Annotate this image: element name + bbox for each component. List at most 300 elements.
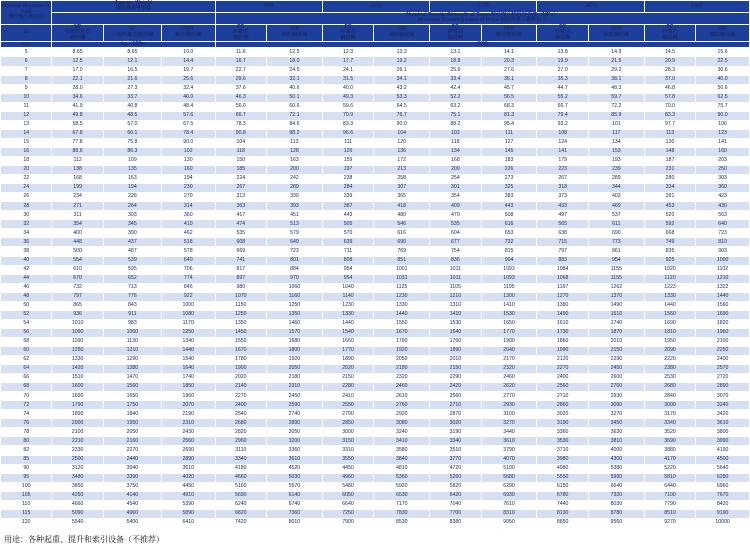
cell-value: 2890 (266, 419, 322, 428)
cell-value: 104 (215, 138, 266, 147)
cell-value: 1850 (161, 383, 215, 392)
cell-value: 5360 (374, 473, 430, 482)
cell-value: 520 (644, 211, 695, 220)
cell-value: 611 (588, 220, 644, 229)
cell-value: 4720 (430, 464, 481, 473)
cell-value: 954 (322, 274, 373, 283)
cell-value: 264 (103, 202, 161, 211)
cell-value: 231 (644, 166, 695, 175)
cell-value: 7250 (322, 509, 373, 518)
cell-value: 199 (52, 184, 103, 193)
cell-value: 90.8 (215, 129, 266, 138)
cell-diameter: 14 (1, 129, 52, 138)
cell-value: 56.5 (481, 93, 537, 102)
cell-value: 12.5 (266, 48, 322, 57)
cell-value: 66.7 (537, 102, 588, 111)
cell-value: 2820 (215, 428, 266, 437)
cell-diameter: 36 (1, 238, 52, 247)
cell-value: 49.3 (322, 93, 373, 102)
cell-value: 3270 (588, 410, 644, 419)
cell-value: 1020 (644, 265, 695, 274)
table-row (1, 437, 750, 446)
cell-value: 1230 (374, 292, 430, 301)
cell-value: 8420 (696, 500, 750, 509)
cell-value: 2270 (103, 446, 161, 455)
cell-value: 3790 (481, 446, 537, 455)
cell-value: 2610 (374, 392, 430, 401)
cell-value: 1102 (696, 265, 750, 274)
cell-value: 267 (537, 175, 588, 184)
cell-value: 2150 (430, 365, 481, 374)
cell-value: 518 (161, 238, 215, 247)
cell-value: 451 (266, 211, 322, 220)
cell-value: 954 (322, 265, 373, 274)
cell-value: 6240 (215, 500, 266, 509)
cell-value: 843 (103, 301, 161, 310)
cell-value: 2380 (644, 365, 695, 374)
cell-value: 835 (644, 247, 695, 256)
cell-value: 130 (161, 156, 215, 165)
unit-kg: kg／100m (52, 41, 215, 47)
cell-value: 1840 (103, 410, 161, 419)
cell-value: 117 (588, 129, 644, 138)
cell-value: 3150 (322, 437, 373, 446)
cell-value: 11.6 (215, 48, 266, 57)
cell-value: 3090 (588, 401, 644, 410)
cell-value: 4910 (161, 491, 215, 500)
cell-value: 652 (103, 274, 161, 283)
cell-value: 130 (644, 138, 695, 147)
cell-value: 565 (537, 220, 588, 229)
cell-value: 76.7 (374, 111, 430, 120)
cell-value: 1770 (322, 346, 373, 355)
cell-value: 3510 (430, 446, 481, 455)
table-row (1, 84, 750, 93)
cell-value: 1310 (430, 301, 481, 310)
cell-value: 390 (103, 229, 161, 238)
cell-value: 5220 (644, 464, 695, 473)
cell-value: 98.2 (266, 129, 322, 138)
cell-value: 1093 (481, 265, 537, 274)
table-row (1, 500, 750, 509)
cell-value: 1060 (266, 283, 322, 292)
cell-value: 453 (644, 202, 695, 211)
cell-value: 3310 (322, 446, 373, 455)
cell-value: 9050 (481, 518, 537, 527)
cell-value: 723 (696, 229, 750, 238)
cell-value: 1770 (481, 328, 537, 337)
cell-value: 776 (103, 292, 161, 301)
cell-value: 741 (215, 256, 266, 265)
cell-value: 46.3 (215, 93, 266, 102)
cell-value: 49.8 (52, 111, 103, 120)
header-row-top (1, 1, 750, 13)
cell-value: 5920 (374, 482, 430, 491)
cell-value: 608 (215, 238, 266, 247)
cell-value: 2930 (588, 392, 644, 401)
cell-value: 127 (481, 138, 537, 147)
cell-value: 72.2 (588, 102, 644, 111)
cell-value: 85.9 (588, 111, 644, 120)
cell-value: 2870 (430, 410, 481, 419)
cell-value: 318 (537, 184, 588, 193)
cell-value: 897 (215, 274, 266, 283)
cell-value: 443 (322, 211, 373, 220)
header-breaking-title (215, 12, 749, 24)
cell-value: 4810 (374, 464, 430, 473)
cell-value: 363 (215, 202, 266, 211)
table-row (1, 156, 750, 165)
cell-value: 2120 (537, 356, 588, 365)
cell-value: 1120 (644, 274, 695, 283)
cell-value: 1155 (588, 274, 644, 283)
cell-value: 4660 (52, 500, 103, 509)
cell-value: 1890 (430, 346, 481, 355)
header-weight-en: Approx. Weight (114, 0, 153, 6)
table-row (1, 48, 750, 57)
cell-value: 21.5 (588, 57, 644, 66)
table-row (1, 455, 750, 464)
cell-value: 3340 (215, 455, 266, 464)
table-row (1, 75, 750, 84)
cell-value: 3200 (266, 437, 322, 446)
table-row (1, 166, 750, 175)
cell-value: 41.9 (52, 102, 103, 111)
table-row (1, 274, 750, 283)
cell-value: 1950 (103, 419, 161, 428)
cell-value: 2600 (588, 374, 644, 383)
cell-value: 48.5 (103, 111, 161, 120)
cell-value: 1040 (322, 283, 373, 292)
cell-value: 1610 (588, 310, 644, 319)
cell-value: 535 (215, 229, 266, 238)
cell-value: 409 (430, 202, 481, 211)
table-row (1, 211, 750, 220)
cell-diameter: 78 (1, 428, 52, 437)
cell-diameter: 100 (1, 482, 52, 491)
cell-value: 1540 (322, 328, 373, 337)
unit-mm: mm (1, 41, 52, 47)
cell-value: 4540 (103, 500, 161, 509)
table-row (1, 175, 750, 184)
cell-value: 1640 (161, 365, 215, 374)
cell-diameter: 76 (1, 419, 52, 428)
cell-diameter: 10 (1, 93, 52, 102)
cell-value: 6280 (696, 473, 750, 482)
cell-value: 113 (266, 138, 322, 147)
cell-value: 1270 (537, 292, 588, 301)
cell-value: 238 (322, 175, 373, 184)
cell-value: 954 (588, 256, 644, 265)
cell-value: 40.0 (322, 84, 373, 93)
cell-value: 17.0 (52, 66, 103, 75)
cell-value: 7320 (588, 491, 644, 500)
cell-value: 5480 (322, 482, 373, 491)
cell-value: 2560 (537, 383, 588, 392)
cell-value: 2010 (588, 337, 644, 346)
cell-value: 8530 (374, 518, 430, 527)
header-breaking-line1: Nominal Tensile Strength of Rope 钢丝绳公称抗拉强度（MPa） (406, 11, 559, 18)
cell-value: 3240 (696, 401, 750, 410)
cell-value: 430 (696, 202, 750, 211)
cell-value: 4450 (322, 464, 373, 473)
cell-value: 769 (374, 247, 430, 256)
cell-value: 5640 (696, 464, 750, 473)
cell-value: 2040 (481, 346, 537, 355)
cell-value: 124 (537, 138, 588, 147)
cell-value: 365 (374, 193, 430, 202)
cell-value: 36.1 (481, 75, 537, 84)
cell-value: 360 (161, 211, 215, 220)
cell-value: 34.6 (52, 93, 103, 102)
cell-value: 1600 (52, 383, 103, 392)
table-body (1, 48, 750, 527)
cell-diameter: 6 (1, 57, 52, 66)
cell-value: 40.0 (161, 93, 215, 102)
subheader-sf: SF 合成纤维芯钢丝绳 (103, 24, 161, 41)
cell-value: 1740 (588, 319, 644, 328)
cell-value: 183 (481, 156, 537, 165)
cell-value: 8.65 (52, 48, 103, 57)
table-row (1, 247, 750, 256)
cell-value: 616 (481, 220, 537, 229)
cell-value: 1560 (103, 383, 161, 392)
cell-value: 3550 (322, 455, 373, 464)
cell-value: 1530 (430, 319, 481, 328)
cell-value: 1690 (696, 310, 750, 319)
cell-value: 2270 (215, 392, 266, 401)
cell-value: 2050 (103, 428, 161, 437)
table-row (1, 57, 750, 66)
cell-value: 883 (537, 256, 588, 265)
cell-value: 462 (161, 229, 215, 238)
cell-value: 653 (481, 229, 537, 238)
cell-value: 111 (481, 129, 537, 138)
table-row (1, 356, 750, 365)
cell-value: 86.3 (103, 147, 161, 156)
cell-value: 5890 (161, 509, 215, 518)
cell-value: 111 (322, 138, 373, 147)
cell-value: 801 (266, 256, 322, 265)
cell-value: 2770 (481, 392, 537, 401)
table-row (1, 265, 750, 274)
cell-value: 1330 (374, 301, 430, 310)
cell-value: 13.8 (537, 48, 588, 57)
cell-value: 7100 (644, 491, 695, 500)
cell-value: 1155 (588, 265, 644, 274)
subheader-iwr: IWR 钢芯钢丝绳 (161, 24, 215, 41)
cell-value: 5820 (430, 482, 481, 491)
cell-value: 2760 (374, 401, 430, 410)
cell-value: 1440 (696, 292, 750, 301)
cell-diameter: 120 (1, 518, 52, 527)
cell-value: 8510 (644, 509, 695, 518)
cell-value: 2100 (696, 337, 750, 346)
cell-value: 2760 (588, 383, 644, 392)
cell-diameter: 20 (1, 166, 52, 175)
cell-value: 1440 (374, 310, 430, 319)
cell-value: 224 (215, 175, 266, 184)
cell-value: 19.2 (374, 57, 430, 66)
cell-diameter: 82 (1, 446, 52, 455)
cell-value: 25.6 (430, 66, 481, 75)
cell-value: 78.4 (161, 129, 215, 138)
subheader-d: D (1, 24, 52, 41)
cell-value: 13.3 (374, 48, 430, 57)
cell-value: 3770 (430, 455, 481, 464)
table-row (1, 337, 750, 346)
cell-value: 715 (537, 238, 588, 247)
cell-value: 1350 (266, 310, 322, 319)
cell-value: 6530 (374, 491, 430, 500)
footer-note: 用途：各种起重、提升和索引设备（不推荐） (4, 534, 164, 544)
cell-value: 57.8 (644, 93, 695, 102)
cell-value: 911 (103, 310, 161, 319)
cell-value: 1167 (537, 283, 588, 292)
cell-value: 14.1 (481, 48, 537, 57)
cell-diameter: 105 (1, 491, 52, 500)
table-row (1, 410, 750, 419)
cell-value: 670 (52, 274, 103, 283)
cell-value: 187 (644, 156, 695, 165)
cell-value: 711 (322, 247, 373, 256)
cell-value: 2400 (215, 401, 266, 410)
cell-value: 2150 (322, 374, 373, 383)
cell-value: 1070 (215, 292, 266, 301)
cell-value: 8130 (537, 509, 588, 518)
cell-value: 40.8 (103, 102, 161, 111)
cell-value: 339 (266, 193, 322, 202)
cell-value: 1660 (322, 337, 373, 346)
subheader-1770-fc: FC 纤维芯 钢丝绳 (430, 24, 481, 41)
cell-value: 50.6 (696, 84, 750, 93)
cell-value: 7440 (537, 500, 588, 509)
grade-1670: 1670 (322, 1, 429, 13)
cell-value: 40.6 (266, 84, 322, 93)
cell-value: 1870 (588, 328, 644, 337)
cell-value: 1440 (644, 301, 695, 310)
cell-value: 535 (430, 220, 481, 229)
cell-value: 433 (537, 202, 588, 211)
cell-value: 1450 (215, 328, 266, 337)
cell-value: 163 (266, 156, 322, 165)
cell-value: 2070 (161, 401, 215, 410)
cell-value: 2690 (161, 446, 215, 455)
cell-value: 19.7 (161, 66, 215, 75)
cell-value: 1890 (52, 410, 103, 419)
cell-value: 354 (52, 220, 103, 229)
cell-value: 18.8 (430, 57, 481, 66)
cell-value: 1262 (588, 283, 644, 292)
cell-value: 2540 (215, 410, 266, 419)
cell-value: 62.5 (696, 93, 750, 102)
cell-value: 37.0 (644, 75, 695, 84)
cell-diameter: 52 (1, 310, 52, 319)
cell-value: 2410 (322, 392, 373, 401)
cell-value: 387 (322, 202, 373, 211)
cell-value: 713 (103, 283, 161, 292)
cell-value: 2050 (374, 356, 430, 365)
cell-value: 3480 (52, 473, 103, 482)
cell-diameter: 5 (1, 48, 52, 57)
cell-value: 3690 (644, 437, 695, 446)
cell-value: 109 (103, 156, 161, 165)
cell-value: 1250 (215, 310, 266, 319)
cell-value: 537 (588, 211, 644, 220)
cell-value: 24.5 (266, 66, 322, 75)
subheader-nf: NF 天然纤维芯 钢丝绳 (52, 24, 103, 41)
cell-value: 10000 (696, 518, 750, 527)
cell-value: 610 (52, 265, 103, 274)
cell-value: 810 (696, 238, 750, 247)
cell-value: 1860 (537, 337, 588, 346)
cell-value: 639 (322, 238, 373, 247)
cell-value: 344 (588, 184, 644, 193)
cell-value: 271 (52, 202, 103, 211)
cell-value: 2430 (161, 428, 215, 437)
table-row (1, 482, 750, 491)
table-row (1, 292, 750, 301)
cell-value: 1540 (161, 356, 215, 365)
cell-value: 1920 (266, 356, 322, 365)
cell-value: 480 (374, 211, 430, 220)
cell-value: 1530 (481, 310, 537, 319)
cell-value: 307 (374, 184, 430, 193)
cell-value: 67.5 (161, 120, 215, 129)
cell-value: 1031 (374, 274, 430, 283)
cell-value: 3080 (374, 419, 430, 428)
cell-value: 7670 (696, 491, 750, 500)
cell-value: 2000 (52, 419, 103, 428)
cell-value: 861 (588, 247, 644, 256)
cell-value: 2020 (215, 374, 266, 383)
cell-value: 500 (52, 247, 103, 256)
cell-value: 1250 (161, 328, 215, 337)
cell-value: 570 (322, 229, 373, 238)
cell-value: 5550 (537, 473, 588, 482)
cell-value: 83.3 (322, 120, 373, 129)
cell-value: 3020 (430, 419, 481, 428)
table-row (1, 184, 750, 193)
cell-value: 160 (696, 147, 750, 156)
cell-value: 2450 (588, 365, 644, 374)
cell-value: 303 (103, 211, 161, 220)
cell-value: 34.1 (374, 75, 430, 84)
cell-value: 19.9 (537, 57, 588, 66)
cell-value: 4520 (266, 464, 322, 473)
cell-value: 6050 (322, 491, 373, 500)
cell-diameter: 74 (1, 410, 52, 419)
cell-value: 14.5 (644, 48, 695, 57)
cell-value: 200 (266, 166, 322, 175)
cell-value: 126 (322, 147, 373, 156)
cell-value: 1420 (52, 365, 103, 374)
cell-value: 3110 (215, 446, 266, 455)
cell-value: 1350 (215, 319, 266, 328)
cell-value: 2320 (481, 365, 537, 374)
cell-value: 43.2 (374, 84, 430, 93)
cell-value: 57.0 (103, 120, 161, 129)
cell-value: 101 (588, 120, 644, 129)
cell-value: 112 (52, 156, 103, 165)
cell-value: 59.6 (322, 102, 373, 111)
cell-value: 1990 (537, 346, 588, 355)
cell-value: 134 (588, 138, 644, 147)
cell-value: 1068 (537, 274, 588, 283)
cell-value: 732 (52, 283, 103, 292)
cell-value: 513 (266, 220, 322, 229)
subheader-1960-iwr: IWR 钢芯钢丝绳 (696, 24, 750, 41)
